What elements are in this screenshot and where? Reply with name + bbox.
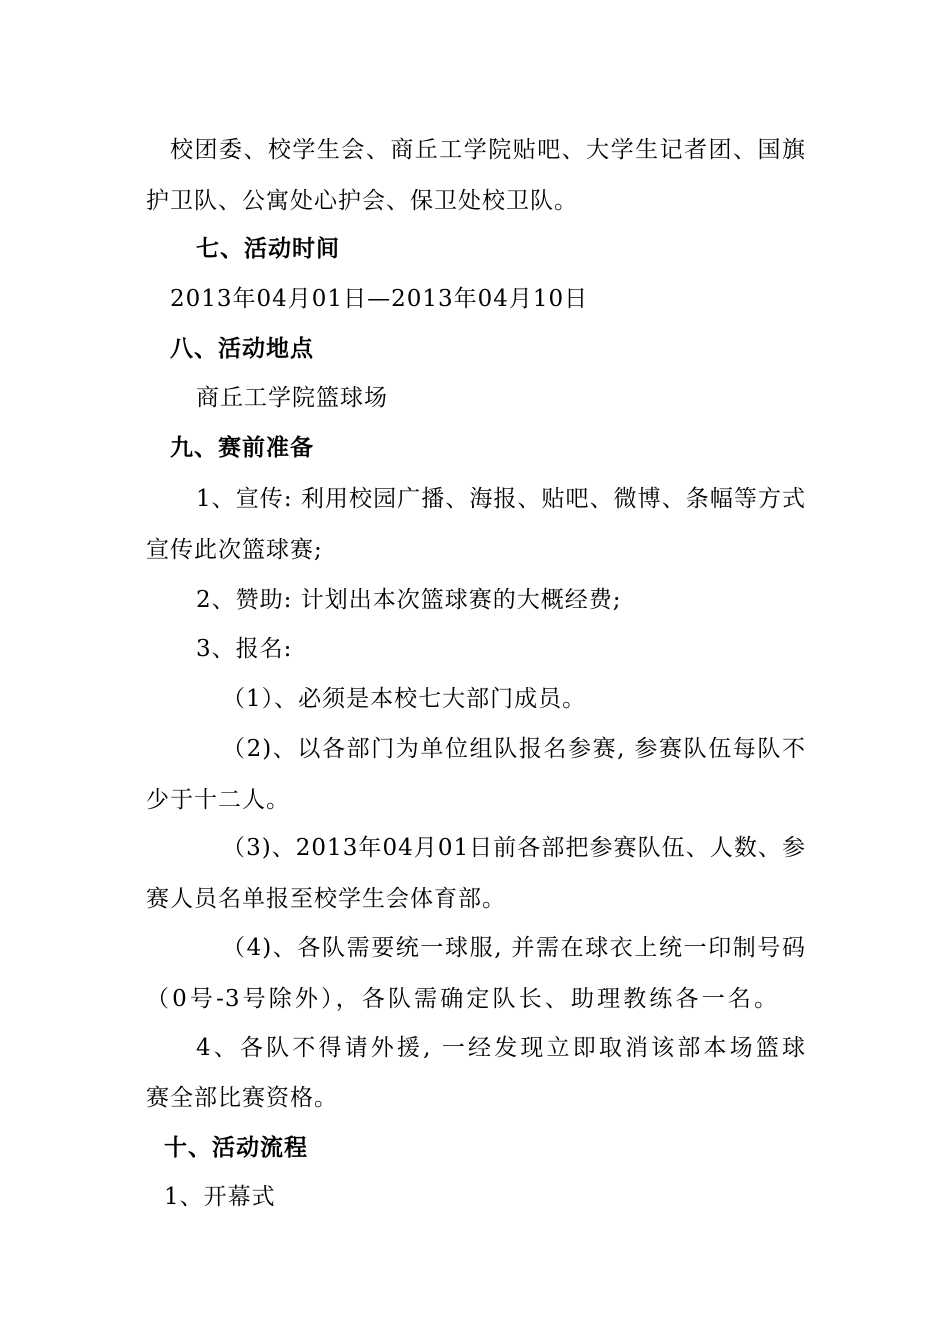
registration-rule-2-line-2: 少于十二人。 xyxy=(146,787,290,813)
preparation-item-4-line-2: 赛全部比赛资格。 xyxy=(146,1085,338,1111)
section-heading-activity-time: 七、活动时间 xyxy=(196,235,340,262)
organizers-line-2: 护卫队、公寓处心护会、保卫处校卫队。 xyxy=(146,188,578,214)
registration-rule-4-line-2: （0号-3号除外），各队需确定队长、助理教练各一名。 xyxy=(146,986,778,1012)
activity-time-value: 2013年04月01日—2013年04月10日 xyxy=(170,286,589,312)
organizers-line-1: 校团委、校学生会、商丘工学院贴吧、大学生记者团、国旗 xyxy=(170,137,806,163)
process-item-1: 1、开幕式 xyxy=(164,1184,276,1210)
preparation-item-1-line-1: 1、宣传: 利用校园广播、海报、贴吧、微博、条幅等方式 xyxy=(196,486,806,512)
registration-rule-1: （1）、必须是本校七大部门成员。 xyxy=(222,686,587,712)
section-heading-preparation: 九、赛前准备 xyxy=(170,434,314,461)
preparation-item-3: 3、报名: xyxy=(196,636,293,662)
preparation-item-4-line-1: 4、各队不得请外援, 一经发现立即取消该部本场篮球 xyxy=(196,1035,806,1061)
registration-rule-3-line-1: （3)、2013年04月01日前各部把参赛队伍、人数、参 xyxy=(222,835,806,861)
section-heading-activity-location: 八、活动地点 xyxy=(170,335,314,362)
section-heading-activity-process: 十、活动流程 xyxy=(164,1134,308,1161)
preparation-item-1-line-2: 宣传此次篮球赛; xyxy=(146,537,323,563)
registration-rule-2-line-1: （2)、以各部门为单位组队报名参赛, 参赛队伍每队不 xyxy=(222,736,806,762)
activity-location-value: 商丘工学院篮球场 xyxy=(196,385,388,411)
registration-rule-3-line-2: 赛人员名单报至校学生会体育部。 xyxy=(146,886,506,912)
registration-rule-4-line-1: （4)、各队需要统一球服, 并需在球衣上统一印制号码 xyxy=(222,935,806,961)
preparation-item-2: 2、赞助: 计划出本次篮球赛的大概经费; xyxy=(196,587,622,613)
